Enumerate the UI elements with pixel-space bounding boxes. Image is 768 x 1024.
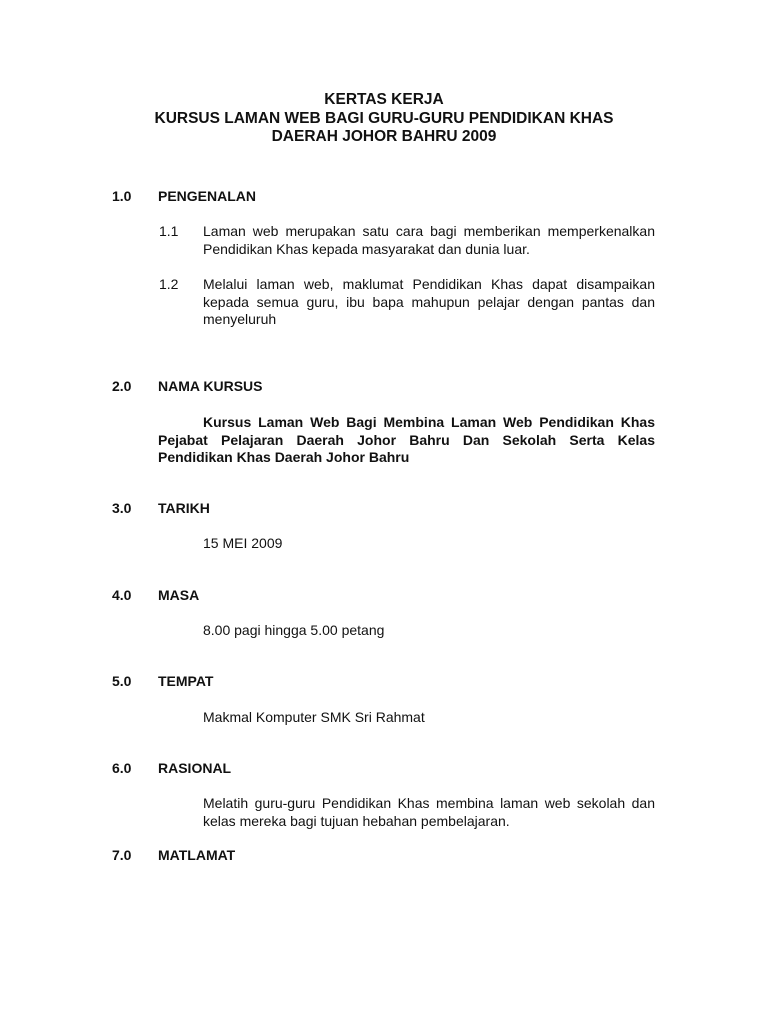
subsection-text: Melalui laman web, maklumat Pendidikan Khas dapat disampaikan kepada semua guru, ibu bapa mahupun pelajar dengan pantas dan menyeluruh (203, 276, 655, 327)
subsection-text: Laman web merupakan satu cara bagi memberikan memperkenalkan Pendidikan Khas kepada masyarakat dan dunia luar. (203, 223, 655, 257)
title-line-1: KERTAS KERJA (324, 91, 444, 108)
time-text: 8.00 pagi hingga 5.00 petang (203, 622, 385, 638)
subsection-1-2 (159, 276, 655, 329)
section-title: PENGENALAN (158, 188, 257, 204)
section-number: 1.0 (112, 188, 132, 204)
section-title: RASIONAL (158, 760, 232, 776)
section-number: 2.0 (112, 378, 132, 394)
section-title: NAMA KURSUS (158, 378, 263, 394)
section-number: 6.0 (112, 760, 132, 776)
venue-text: Makmal Komputer SMK Sri Rahmat (203, 709, 425, 725)
section-heading-tarikh (112, 500, 210, 517)
section-number: 7.0 (112, 847, 132, 863)
section-number: 4.0 (112, 587, 132, 603)
subsection-number: 1.1 (159, 223, 179, 239)
section-title: TEMPAT (158, 673, 214, 689)
title-line-3: DAERAH JOHOR BAHRU 2009 (271, 128, 497, 145)
section-number: 3.0 (112, 500, 132, 516)
section-heading-nama-kursus (112, 378, 262, 395)
document-title (100, 91, 668, 147)
section-heading-masa (112, 587, 199, 604)
section-heading-pengenalan (112, 188, 256, 205)
subsection-number: 1.2 (159, 276, 179, 292)
section-number: 5.0 (112, 673, 132, 689)
course-name-paragraph: Kursus Laman Web Bagi Membina Laman Web Pendidikan Khas Pejabat Pelajaran Daerah Johor Bahru Dan Sekolah Serta Kelas Pendidikan Khas Daerah Johor Bahru (158, 414, 655, 465)
section-heading-matlamat (112, 847, 235, 864)
section-heading-rasional (112, 760, 231, 777)
section-title: MASA (158, 587, 200, 603)
section-heading-tempat (112, 673, 213, 690)
section-title: TARIKH (158, 500, 210, 516)
title-line-2: KURSUS LAMAN WEB BAGI GURU-GURU PENDIDIKAN KHAS (154, 109, 614, 127)
rationale-text: Melatih guru-guru Pendidikan Khas membina laman web sekolah dan kelas mereka bagi tujuan hebahan pembelajaran. (203, 795, 655, 829)
subsection-1-1 (159, 223, 655, 258)
section-title: MATLAMAT (158, 847, 236, 863)
date-text: 15 MEI 2009 (203, 535, 283, 551)
